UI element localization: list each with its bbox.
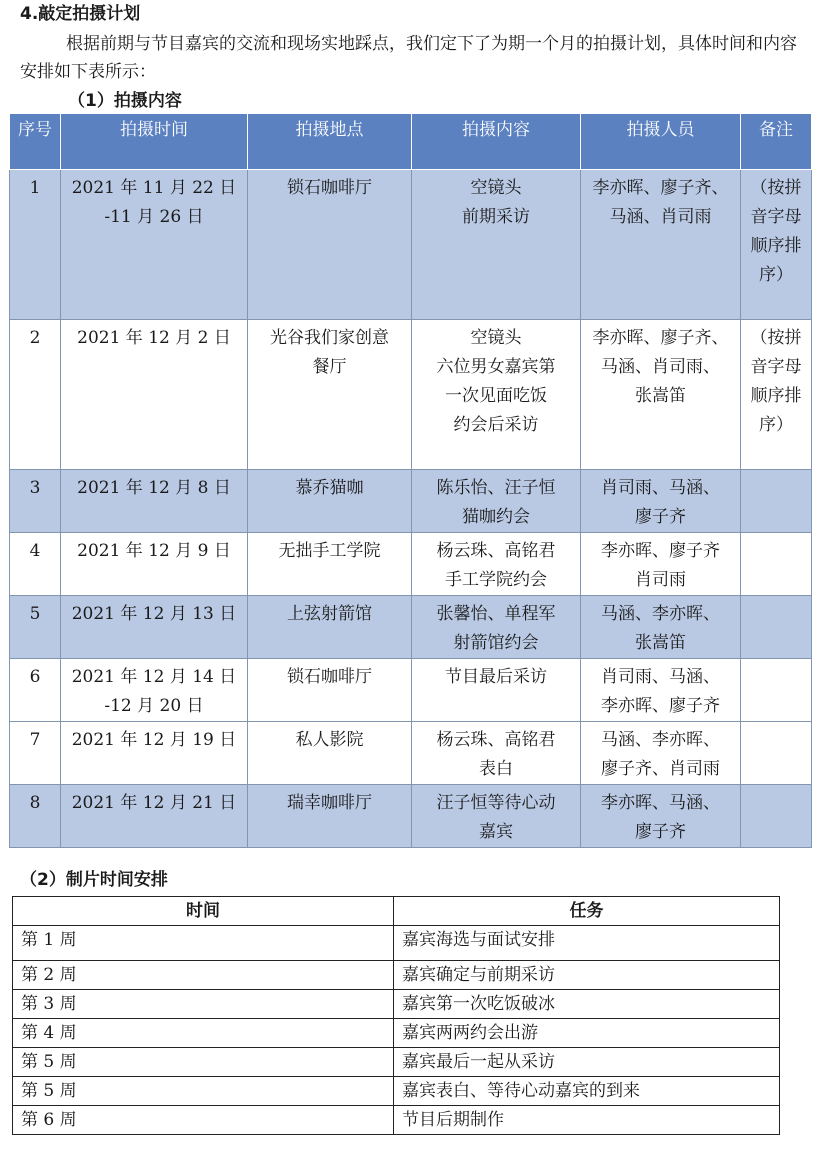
schedule-task: 嘉宾表白、等待心动嘉宾的到来 (394, 1077, 780, 1106)
row-crew-line: 肖司雨 (635, 570, 686, 590)
table-row (10, 659, 812, 722)
header-place: 拍摄地点 (248, 114, 412, 170)
row-content-line: 节目最后采访 (445, 667, 547, 687)
row-index-text: 1 (29, 178, 41, 198)
schedule-time: 第 2 周 (13, 961, 394, 990)
row-index (10, 596, 61, 659)
row-content (412, 170, 581, 320)
row-content-line: 约会后采访 (453, 415, 539, 435)
schedule-table (12, 896, 780, 1135)
row-note (741, 722, 812, 785)
schedule-row (13, 1106, 780, 1135)
row-note (741, 320, 812, 470)
row-crew-line: 马涵、肖司雨 (609, 207, 712, 227)
schedule-header-task: 任务 (394, 897, 780, 926)
schedule-row (13, 1077, 780, 1106)
row-crew (581, 722, 741, 785)
schedule-task: 嘉宾最后一起从采访 (394, 1048, 780, 1077)
row-crew (581, 320, 741, 470)
schedule-time: 第 6 周 (13, 1106, 394, 1135)
schedule-task: 嘉宾海选与面试安排 (394, 926, 780, 961)
row-index (10, 320, 61, 470)
row-index-text: 8 (29, 793, 41, 813)
schedule-task: 嘉宾确定与前期采访 (394, 961, 780, 990)
row-content-line: 猫咖约会 (462, 507, 530, 527)
row-time (61, 785, 248, 848)
row-place (248, 596, 412, 659)
row-place (248, 722, 412, 785)
header-crew: 拍摄人员 (581, 114, 741, 170)
row-content-line: 张馨怡、单程军 (436, 604, 556, 624)
table-header-row (10, 114, 812, 170)
row-time (61, 659, 248, 722)
row-note-text: （按拼音字母顺序排序） (750, 178, 802, 285)
row-place-line: 慕乔猫咖 (295, 478, 364, 498)
row-note (741, 170, 812, 320)
row-place-line: 上弦射箭馆 (287, 604, 372, 624)
row-crew-line: 马涵、李亦晖、 (601, 730, 720, 750)
row-content-line: 杨云珠、高铭君 (436, 541, 556, 561)
row-place-line: 锁石咖啡厅 (287, 667, 372, 687)
row-content (412, 320, 581, 470)
schedule-row (13, 990, 780, 1019)
row-crew-line: 马涵、李亦晖、 (601, 604, 720, 624)
row-place-line: 光谷我们家创意 (270, 328, 389, 348)
row-place-line: 私人影院 (295, 730, 364, 750)
row-time (61, 533, 248, 596)
row-time-line: 2021 年 12 月 19 日 (71, 730, 237, 750)
row-index-text: 5 (29, 604, 41, 624)
row-time (61, 470, 248, 533)
row-index-text: 4 (29, 541, 41, 561)
schedule-row (13, 1019, 780, 1048)
row-time-line: 2021 年 12 月 9 日 (77, 541, 231, 561)
schedule-task: 嘉宾两两约会出游 (394, 1019, 780, 1048)
row-content-line: 前期采访 (462, 207, 530, 227)
row-time-line: -12 月 20 日 (104, 696, 204, 716)
row-content-line: 空镜头 (470, 328, 522, 348)
table-row (10, 170, 812, 320)
row-place (248, 533, 412, 596)
shooting-plan-table (9, 113, 812, 848)
row-index (10, 785, 61, 848)
row-crew-line: 李亦晖、廖子齐、 (592, 328, 729, 348)
header-note: 备注 (741, 114, 812, 170)
schedule-header-time: 时间 (13, 897, 394, 926)
row-time-line: 2021 年 12 月 21 日 (71, 793, 237, 813)
schedule-time: 第 5 周 (13, 1048, 394, 1077)
row-crew-line: 肖司雨、马涵、 (601, 667, 720, 687)
row-note (741, 659, 812, 722)
row-crew-line: 廖子齐、肖司雨 (601, 759, 720, 779)
row-time-line: 2021 年 12 月 2 日 (77, 328, 231, 348)
row-crew (581, 533, 741, 596)
row-content-line: 表白 (479, 759, 513, 779)
shoot-section-title: （1）拍摄内容 (68, 91, 182, 111)
header-time: 拍摄时间 (61, 114, 248, 170)
row-content (412, 596, 581, 659)
row-crew-line: 廖子齐 (635, 822, 686, 842)
row-place (248, 659, 412, 722)
row-time-line: 2021 年 12 月 8 日 (77, 478, 231, 498)
row-place-line: 锁石咖啡厅 (287, 178, 372, 198)
row-content-line: 空镜头 (470, 178, 522, 198)
row-time-line: 2021 年 12 月 13 日 (71, 604, 237, 624)
row-time-line: 2021 年 12 月 14 日 (71, 667, 237, 687)
schedule-header-row (13, 897, 780, 926)
table-row (10, 320, 812, 470)
row-index-text: 6 (29, 667, 41, 687)
row-content-line: 六位男女嘉宾第 (436, 357, 556, 377)
table-row (10, 785, 812, 848)
table-row (10, 533, 812, 596)
row-index-text: 2 (29, 328, 41, 348)
row-note-text: （按拼音字母顺序排序） (750, 328, 802, 435)
schedule-time: 第 1 周 (13, 926, 394, 961)
schedule-time: 第 5 周 (13, 1077, 394, 1106)
row-index (10, 533, 61, 596)
row-place-line: 瑞幸咖啡厅 (287, 793, 372, 813)
schedule-task: 节目后期制作 (394, 1106, 780, 1135)
schedule-row (13, 1048, 780, 1077)
schedule-time: 第 3 周 (13, 990, 394, 1019)
row-crew-line: 李亦晖、廖子齐、 (592, 178, 729, 198)
row-note (741, 470, 812, 533)
schedule-time: 第 4 周 (13, 1019, 394, 1048)
table-row (10, 722, 812, 785)
row-content (412, 659, 581, 722)
row-content-line: 射箭馆约会 (453, 633, 539, 653)
table-row (10, 596, 812, 659)
row-index-text: 7 (29, 730, 41, 750)
row-crew (581, 596, 741, 659)
row-content-line: 一次见面吃饭 (445, 386, 547, 406)
row-content (412, 722, 581, 785)
schedule-row (13, 961, 780, 990)
row-crew-line: 马涵、肖司雨、 (601, 357, 720, 377)
row-crew-line: 张嵩笛 (635, 386, 686, 406)
row-crew-line: 李亦晖、廖子齐 (601, 696, 720, 716)
row-place-line: 无拙手工学院 (278, 541, 381, 561)
row-note (741, 596, 812, 659)
table-row (10, 470, 812, 533)
row-crew-line: 廖子齐 (635, 507, 686, 527)
schedule-row (13, 926, 780, 961)
row-place (248, 320, 412, 470)
row-index (10, 470, 61, 533)
row-content-line: 手工学院约会 (445, 570, 547, 590)
row-crew (581, 659, 741, 722)
row-time (61, 722, 248, 785)
row-crew-line: 张嵩笛 (635, 633, 686, 653)
row-crew-line: 李亦晖、廖子齐 (601, 541, 720, 561)
row-content-line: 嘉宾 (479, 822, 513, 842)
header-index: 序号 (10, 114, 61, 170)
header-content: 拍摄内容 (412, 114, 581, 170)
row-index-text: 3 (29, 478, 41, 498)
schedule-task: 嘉宾第一次吃饭破冰 (394, 990, 780, 1019)
row-content-line: 陈乐怡、汪子恒 (436, 478, 556, 498)
row-content (412, 470, 581, 533)
row-content (412, 785, 581, 848)
row-time (61, 596, 248, 659)
intro-paragraph: 根据前期与节目嘉宾的交流和现场实地踩点，我们定下了为期一个月的拍摄计划，具体时间和内容安排如下表所示： (20, 34, 797, 82)
row-index (10, 170, 61, 320)
row-time-line: 2021 年 11 月 22 日 (71, 178, 237, 198)
row-content-line: 汪子恒等待心动 (436, 793, 556, 813)
row-place (248, 785, 412, 848)
section-heading: 4.敲定拍摄计划 (20, 4, 141, 24)
row-note (741, 533, 812, 596)
row-place (248, 170, 412, 320)
row-crew-line: 肖司雨、马涵、 (601, 478, 720, 498)
row-place (248, 470, 412, 533)
row-time (61, 170, 248, 320)
row-content-line: 杨云珠、高铭君 (436, 730, 556, 750)
schedule-section-title: （2）制片时间安排 (20, 870, 168, 890)
row-index (10, 659, 61, 722)
row-note (741, 785, 812, 848)
row-time-line: -11 月 26 日 (104, 207, 204, 227)
row-crew (581, 785, 741, 848)
row-time (61, 320, 248, 470)
row-crew (581, 170, 741, 320)
row-place-line: 餐厅 (312, 357, 347, 377)
row-crew (581, 470, 741, 533)
row-content (412, 533, 581, 596)
row-index (10, 722, 61, 785)
row-crew-line: 李亦晖、马涵、 (601, 793, 720, 813)
